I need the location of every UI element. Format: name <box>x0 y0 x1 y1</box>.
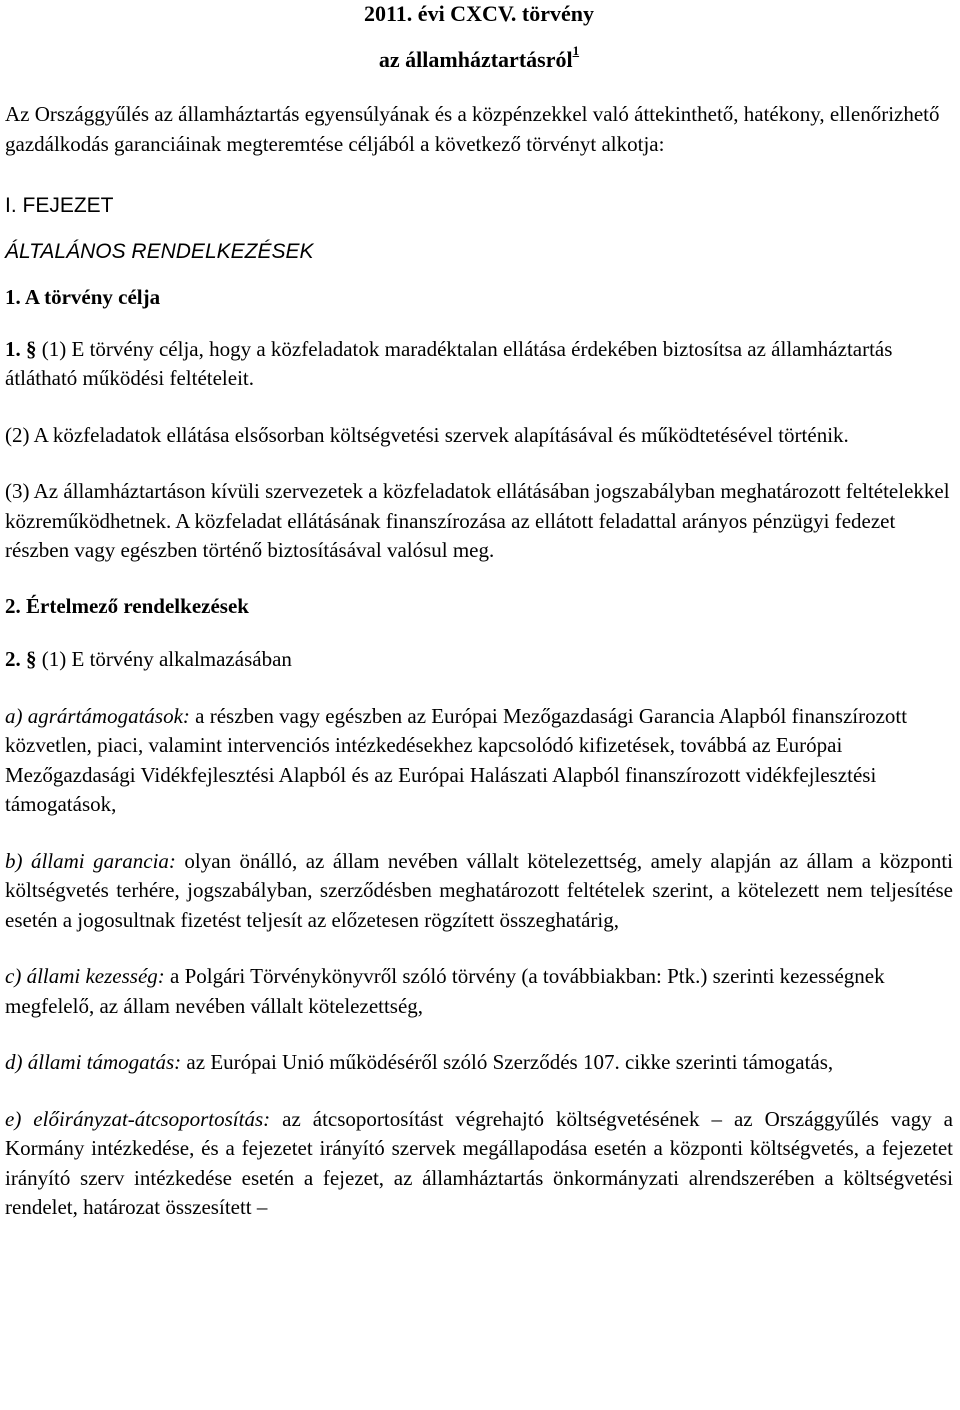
law-subtitle <box>5 43 953 74</box>
paragraph-text: (1) E törvény célja, hogy a közfeladatok maradéktalan ellátása érdekében biztosítsa az államháztartás átlátható működési feltételeit. <box>5 336 893 390</box>
definition-c <box>5 962 953 1021</box>
chapter-number: I. FEJEZET <box>5 194 114 217</box>
document-page <box>5 0 953 1223</box>
chapter-title: ÁLTALÁNOS RENDELKEZÉSEK <box>5 239 314 263</box>
section-1-para-2: (2) A közfeladatok ellátása elsősorban költségvetési szervek alapításával és működtetésével történik. <box>5 422 849 447</box>
definition-b <box>5 847 953 936</box>
section-2-para-1 <box>5 645 953 675</box>
law-title: 2011. évi CXCV. törvény <box>364 1 594 26</box>
definition-term: e) előirányzat-átcsoportosítás: <box>5 1106 271 1131</box>
definition-text: az átcsoportosítást végrehajtó költségvetésének – az Országgyűlés vagy a Kormány intézkedése, és a fejezetet irányító szervek megállapodása esetén a központi költségvetés, a fejezetet irányító szerv intézkedése esetén a fejezet, az államháztartás önkormányzati alrendszerében a költségvetési rendelet, határozat összesített – <box>5 1106 954 1219</box>
definition-e <box>5 1105 953 1223</box>
definition-text: olyan önálló, az állam nevében vállalt kötelezettség, amely alapján az állam a központi költségvetés terhére, jogszabályban, szerződésben meghatározott feltételek szerint, a kötelezett nem teljesítése esetén a jogosultnak fizetést teljesít az előzetesen rögzített összeghatárig, <box>5 848 954 932</box>
section-symbol: § <box>26 336 37 361</box>
section-heading-2: 2. Értelmező rendelkezések <box>5 593 249 618</box>
definition-d <box>5 1048 953 1078</box>
section-1-para-1 <box>5 335 953 394</box>
definition-term: d) állami támogatás: <box>5 1050 182 1074</box>
paragraph-text: (1) E törvény alkalmazásában <box>41 647 292 671</box>
definition-text: az Európai Unió működéséről szóló Szerződés 107. cikke szerinti támogatás, <box>181 1050 834 1074</box>
section-1-para-3: (3) Az államháztartáson kívüli szervezetek a közfeladatok ellátásában jogszabályban meghatározott feltételekkel közreműködhetnek. A közfeladat ellátásának finanszírozása az ellátott feladattal arányos pénzügyi fedezet részben vagy egészben történő biztosításával valósul meg. <box>5 479 950 562</box>
definition-term: b) állami garancia: <box>5 848 176 873</box>
definition-text: a részben vagy egészben az Európai Mezőgazdasági Garancia Alapból finanszírozott közvetlen, piaci, valamint intervenciós intézkedésekhez kapcsolódó kifizetések, továbbá az Európai Mezőgazdasági Vidékfejlesztési Alapból és az Európai Halászati Alapból finanszírozott vidékfejlesztési támogatások, <box>5 703 908 816</box>
section-number: 1. <box>5 336 21 361</box>
definition-term: c) állami kezesség: <box>5 964 165 988</box>
law-subtitle-text: az államháztartásról <box>378 47 573 72</box>
footnote-link[interactable]: 1 <box>572 43 580 58</box>
section-heading-1: 1. A törvény célja <box>5 285 161 309</box>
definition-term: a) agrártámogatások: <box>5 703 190 728</box>
section-number: 2. <box>5 647 21 671</box>
definition-a <box>5 702 953 820</box>
preamble: Az Országgyűlés az államháztartás egyensúlyának és a közpénzekkel való áttekinthető, hatékony, ellenőrizhető gazdálkodás garanciáinak megteremtése céljából a következő törvényt alkotja: <box>5 102 940 156</box>
section-symbol: § <box>26 647 37 671</box>
definition-text: a Polgári Törvénykönyvről szóló törvény (a továbbiakban: Ptk.) szerinti kezességnek megfelelő, az állam nevében vállalt kötelezettség, <box>5 964 885 1018</box>
